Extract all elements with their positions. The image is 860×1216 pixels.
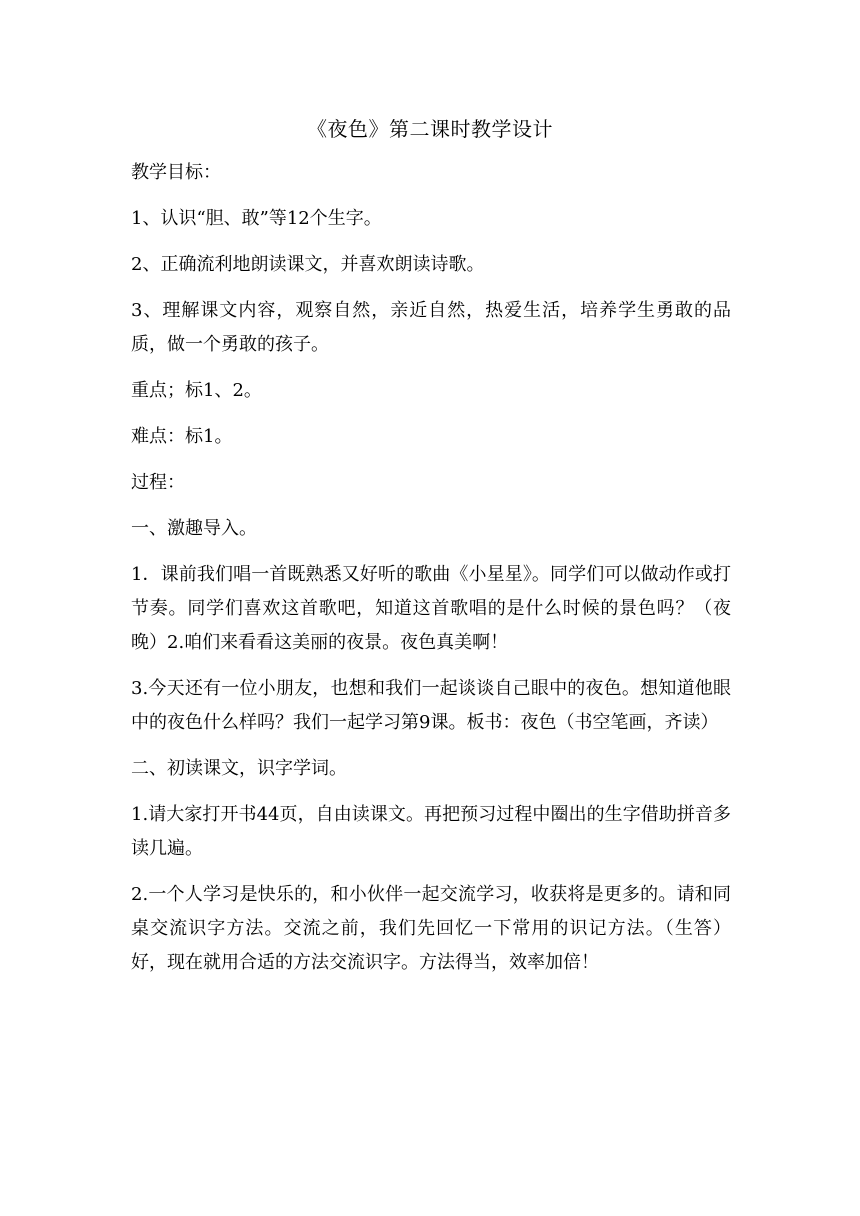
- objective-item: 1、认识“胆、敢”等12个生字。: [131, 208, 382, 229]
- body-paragraph: 1．课前我们唱一首既熟悉又好听的歌曲《小星星》。同学们可以做动作或打节奏。同学们喜欢这首歌吧，知道这首歌唱的是什么时候的景色吗？（夜晚）2.咱们来看看这美丽的夜景。夜色真美啊！: [131, 564, 731, 653]
- objective-item: 2、正确流利地朗读课文，并喜欢朗读诗歌。: [131, 254, 485, 275]
- objective-item: 3、理解课文内容，观察自然，亲近自然，热爱生活，培养学生勇敢的品质，做一个勇敢的孩子。: [131, 300, 731, 355]
- document-title: 《夜色》第二课时教学设计: [307, 117, 553, 141]
- key-point: 重点；标1、2。: [131, 380, 262, 401]
- body-paragraph: 1.请大家打开书44页，自由读课文。再把预习过程中圈出的生字借助拼音多读几遍。: [131, 804, 731, 859]
- step-heading: 二、初读课文，识字学词。: [131, 758, 347, 779]
- step-heading: 一、激趣导入。: [131, 518, 257, 539]
- body-paragraph: 2.一个人学习是快乐的，和小伙伴一起交流学习，收获将是更多的。请和同桌交流识字方法。交流之前，我们先回忆一下常用的识记方法。（生答）好，现在就用合适的方法交流识字。方法得当，效率加倍！: [131, 884, 731, 973]
- section-heading-process: 过程：: [131, 472, 185, 493]
- section-heading-objectives: 教学目标：: [131, 162, 221, 183]
- difficult-point: 难点：标1。: [131, 426, 233, 447]
- document-body: [131, 156, 731, 992]
- body-paragraph: 3.今天还有一位小朋友，也想和我们一起谈谈自己眼中的夜色。想知道他眼中的夜色什么样吗？我们一起学习第9课。板书：夜色（书空笔画，齐读）: [131, 678, 731, 733]
